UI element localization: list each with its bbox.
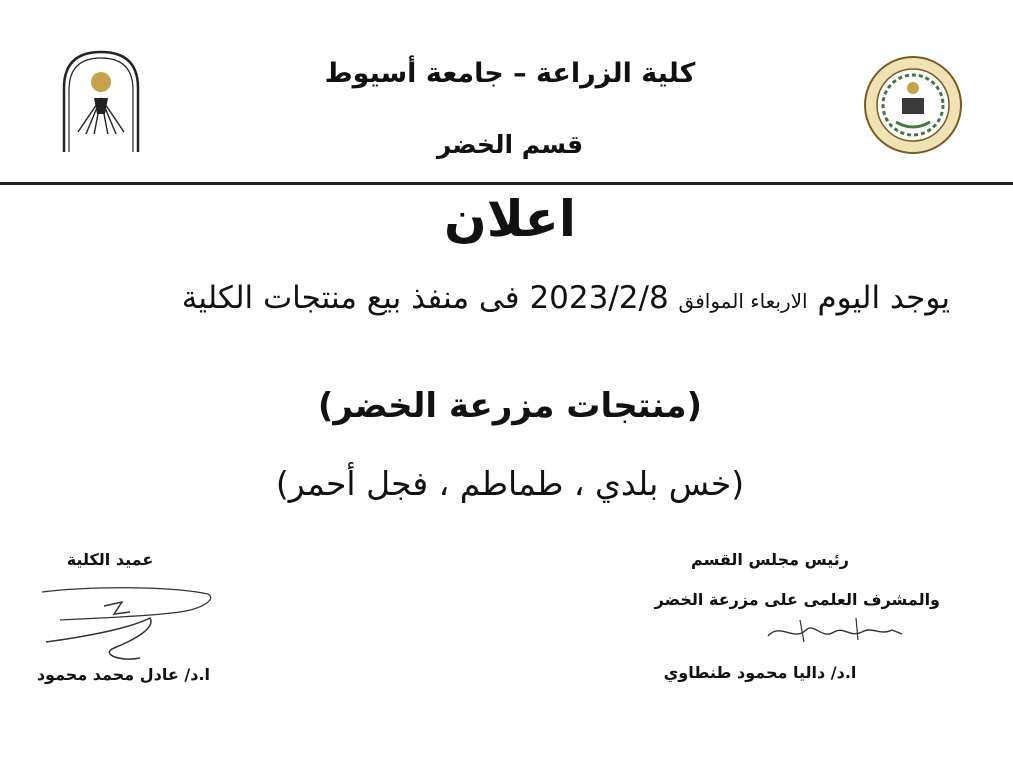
main-line-day: الاربعاء الموافق xyxy=(678,289,808,313)
department-head-handwritten-signature xyxy=(760,612,910,652)
announcement-title: اعلان xyxy=(444,190,576,248)
header-divider xyxy=(0,182,1013,185)
assiut-university-logo xyxy=(58,48,144,156)
announcement-main-line xyxy=(60,280,950,316)
dean-handwritten-signature xyxy=(30,578,220,678)
products-heading: (منتجات مزرعة الخضر) xyxy=(317,386,703,426)
farm-supervisor-title: والمشرف العلمى على مزرعة الخضر xyxy=(654,590,940,609)
dean-title: عميد الكلية xyxy=(66,550,154,569)
department-head-name: ا.د/ داليا محمود طنطاوي xyxy=(663,663,857,682)
department-name-heading: قسم الخضر xyxy=(436,130,584,159)
college-name-heading: كلية الزراعة – جامعة أسيوط xyxy=(324,58,696,89)
main-line-date: 2023/2/8 xyxy=(529,280,669,316)
main-line-place: فى منفذ بيع منتجات الكلية xyxy=(181,280,520,316)
main-line-intro: يوجد اليوم xyxy=(817,280,950,316)
department-head-title: رئيس مجلس القسم xyxy=(691,550,849,569)
dean-name: ا.د/ عادل محمد محمود xyxy=(36,665,210,684)
products-list: (خس بلدي ، طماطم ، فجل أحمر) xyxy=(275,464,745,503)
faculty-of-agriculture-seal xyxy=(862,54,964,156)
